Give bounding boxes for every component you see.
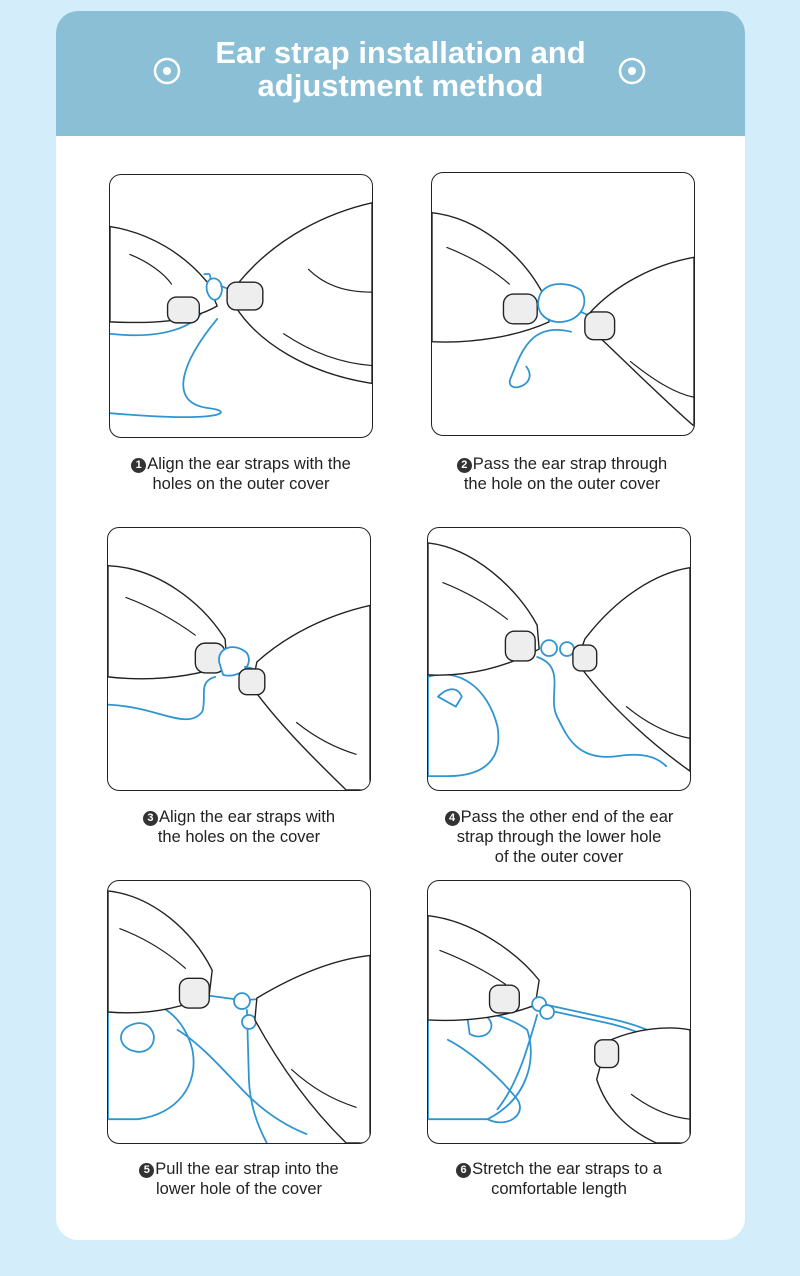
header-banner <box>56 11 745 136</box>
instruction-card <box>56 11 745 1240</box>
step-number-badge: 3 <box>143 811 158 826</box>
step-number-badge: 5 <box>139 1163 154 1178</box>
step-3-caption <box>89 807 389 847</box>
step-3-illustration <box>107 527 371 791</box>
step-6-line-1: Stretch the ear straps to a <box>472 1160 662 1178</box>
target-icon <box>617 56 647 86</box>
step-6-caption <box>409 1159 709 1199</box>
step-6-illustration <box>427 880 691 1144</box>
step-3-line-2: the holes on the cover <box>157 828 321 846</box>
step-4-line-3: of the outer cover <box>494 848 624 866</box>
step-number-badge: 1 <box>131 458 146 473</box>
step-3-line-1: Align the ear straps with <box>158 808 336 826</box>
step-5-line-1: Pull the ear strap into the <box>155 1160 339 1178</box>
step-1-illustration <box>109 174 373 438</box>
step-4-illustration <box>427 527 691 791</box>
step-2-caption <box>412 454 712 494</box>
step-1-line-2: holes on the outer cover <box>152 475 330 493</box>
step-2-line-1: Pass the ear strap through <box>472 455 668 473</box>
step-4-line-1: Pass the other end of the ear <box>460 808 674 826</box>
step-number-badge: 2 <box>457 458 472 473</box>
step-5-illustration <box>107 880 371 1144</box>
step-6-line-2: comfortable length <box>491 1180 627 1198</box>
step-2-illustration <box>431 172 695 436</box>
step-1-caption <box>91 454 391 494</box>
page-title <box>166 36 635 102</box>
step-1-line-1: Align the ear straps with the <box>147 455 351 473</box>
title-line-2: adjustment method <box>257 68 544 103</box>
title-line-1: Ear strap installation and <box>215 35 586 70</box>
step-5-caption <box>89 1159 389 1199</box>
step-4-caption <box>409 807 709 867</box>
step-5-line-2: lower hole of the cover <box>155 1180 322 1198</box>
step-number-badge: 6 <box>456 1163 471 1178</box>
step-number-badge: 4 <box>445 811 460 826</box>
step-4-line-2: strap through the lower hole <box>456 828 662 846</box>
step-2-line-2: the hole on the outer cover <box>463 475 661 493</box>
